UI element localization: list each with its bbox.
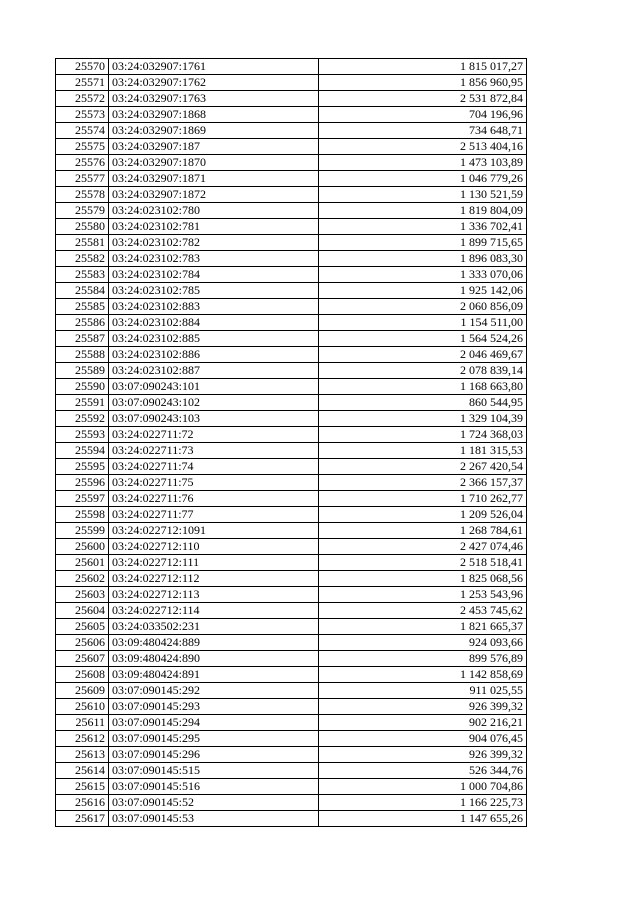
cadastral-value-cell: 1 825 068,56 [319,571,527,587]
cadastral-number-cell: 03:07:090145:295 [109,731,319,747]
row-number-cell: 25594 [56,443,109,459]
row-number-cell: 25613 [56,747,109,763]
cadastral-number-cell: 03:24:023102:785 [109,283,319,299]
row-number-cell: 25598 [56,507,109,523]
cadastral-number-cell: 03:07:090145:52 [109,795,319,811]
table-row [56,347,527,363]
table-row [56,379,527,395]
table-row [56,363,527,379]
table-row [56,411,527,427]
row-number-cell: 25599 [56,523,109,539]
table-row [56,475,527,491]
cadastral-value-cell: 1 896 083,30 [319,251,527,267]
cadastral-value-cell: 704 196,96 [319,107,527,123]
cadastral-value-cell: 911 025,55 [319,683,527,699]
table-row [56,219,527,235]
table-row [56,571,527,587]
table-row [56,635,527,651]
row-number-cell: 25583 [56,267,109,283]
cadastral-value-cell: 1 821 665,37 [319,619,527,635]
cadastral-number-cell: 03:24:022711:73 [109,443,319,459]
table-row [56,683,527,699]
cadastral-value-cell: 526 344,76 [319,763,527,779]
row-number-cell: 25577 [56,171,109,187]
table-row [56,331,527,347]
table-row [56,459,527,475]
cadastral-number-cell: 03:07:090145:294 [109,715,319,731]
row-number-cell: 25589 [56,363,109,379]
row-number-cell: 25570 [56,59,109,75]
row-number-cell: 25584 [56,283,109,299]
cadastral-number-cell: 03:24:023102:886 [109,347,319,363]
row-number-cell: 25578 [56,187,109,203]
table-row [56,523,527,539]
table-row [56,91,527,107]
cadastral-number-cell: 03:07:090145:53 [109,811,319,827]
cadastral-number-cell: 03:24:032907:187 [109,139,319,155]
cadastral-value-cell: 2 518 518,41 [319,555,527,571]
cadastral-number-cell: 03:24:022712:1091 [109,523,319,539]
row-number-cell: 25616 [56,795,109,811]
cadastral-value-cell: 1 333 070,06 [319,267,527,283]
row-number-cell: 25581 [56,235,109,251]
table-row [56,235,527,251]
cadastral-number-cell: 03:24:023102:780 [109,203,319,219]
table-row [56,619,527,635]
row-number-cell: 25595 [56,459,109,475]
cadastral-value-cell: 2 046 469,67 [319,347,527,363]
cadastral-number-cell: 03:24:022712:112 [109,571,319,587]
row-number-cell: 25572 [56,91,109,107]
table-row [56,171,527,187]
cadastral-value-cell: 904 076,45 [319,731,527,747]
table-row [56,811,527,827]
row-number-cell: 25601 [56,555,109,571]
row-number-cell: 25586 [56,315,109,331]
row-number-cell: 25579 [56,203,109,219]
row-number-cell: 25603 [56,587,109,603]
row-number-cell: 25608 [56,667,109,683]
table-row [56,779,527,795]
cadastral-value-cell: 1 166 225,73 [319,795,527,811]
cadastral-value-cell: 1 130 521,59 [319,187,527,203]
cadastral-number-cell: 03:24:023102:885 [109,331,319,347]
cadastral-value-cell: 1 268 784,61 [319,523,527,539]
table-row [56,299,527,315]
cadastral-value-cell: 1 046 779,26 [319,171,527,187]
table-row [56,747,527,763]
cadastral-number-cell: 03:09:480424:889 [109,635,319,651]
row-number-cell: 25574 [56,123,109,139]
table-row [56,107,527,123]
table-body [56,59,527,827]
cadastral-number-cell: 03:24:032907:1869 [109,123,319,139]
cadastral-value-cell: 902 216,21 [319,715,527,731]
cadastral-number-cell: 03:24:023102:783 [109,251,319,267]
table-row [56,731,527,747]
cadastral-value-cell: 2 060 856,09 [319,299,527,315]
cadastral-value-cell: 1 815 017,27 [319,59,527,75]
cadastral-value-cell: 926 399,32 [319,699,527,715]
cadastral-value-cell: 1 142 858,69 [319,667,527,683]
cadastral-number-cell: 03:07:090145:296 [109,747,319,763]
cadastral-value-cell: 1 209 526,04 [319,507,527,523]
row-number-cell: 25614 [56,763,109,779]
row-number-cell: 25600 [56,539,109,555]
row-number-cell: 25596 [56,475,109,491]
cadastral-value-cell: 2 078 839,14 [319,363,527,379]
row-number-cell: 25582 [56,251,109,267]
cadastral-value-cell: 1 819 804,09 [319,203,527,219]
table-row [56,539,527,555]
cadastral-value-cell: 1 724 368,03 [319,427,527,443]
cadastral-value-cell: 899 576,89 [319,651,527,667]
table-row [56,715,527,731]
cadastral-number-cell: 03:24:022711:74 [109,459,319,475]
row-number-cell: 25576 [56,155,109,171]
row-number-cell: 25602 [56,571,109,587]
table-row [56,443,527,459]
table-row [56,795,527,811]
table-row [56,251,527,267]
cadastral-number-cell: 03:24:023102:883 [109,299,319,315]
table-row [56,667,527,683]
row-number-cell: 25605 [56,619,109,635]
cadastral-value-cell: 1 856 960,95 [319,75,527,91]
cadastral-number-cell: 03:24:032907:1762 [109,75,319,91]
row-number-cell: 25604 [56,603,109,619]
row-number-cell: 25593 [56,427,109,443]
row-number-cell: 25587 [56,331,109,347]
row-number-cell: 25609 [56,683,109,699]
cadastral-value-cell: 2 267 420,54 [319,459,527,475]
table-row [56,587,527,603]
row-number-cell: 25607 [56,651,109,667]
cadastral-number-cell: 03:07:090243:101 [109,379,319,395]
cadastral-number-cell: 03:24:023102:782 [109,235,319,251]
cadastral-number-cell: 03:09:480424:891 [109,667,319,683]
cadastral-value-cell: 1 473 103,89 [319,155,527,171]
cadastral-number-cell: 03:07:090243:102 [109,395,319,411]
table-row [56,123,527,139]
row-number-cell: 25597 [56,491,109,507]
cadastral-value-cell: 2 366 157,37 [319,475,527,491]
cadastral-value-cell: 1 564 524,26 [319,331,527,347]
table-row [56,491,527,507]
cadastral-number-cell: 03:24:032907:1870 [109,155,319,171]
cadastral-value-cell: 926 399,32 [319,747,527,763]
cadastral-number-cell: 03:24:022711:75 [109,475,319,491]
table-row [56,763,527,779]
cadastral-value-cell: 1 336 702,41 [319,219,527,235]
cadastral-number-cell: 03:24:032907:1763 [109,91,319,107]
cadastral-value-cell: 1 181 315,53 [319,443,527,459]
cadastral-number-cell: 03:24:022711:76 [109,491,319,507]
table-row [56,187,527,203]
table-row [56,75,527,91]
table-row [56,139,527,155]
row-number-cell: 25575 [56,139,109,155]
cadastral-value-table [55,58,527,827]
cadastral-value-cell: 1 000 704,86 [319,779,527,795]
cadastral-number-cell: 03:24:032907:1871 [109,171,319,187]
cadastral-number-cell: 03:24:032907:1872 [109,187,319,203]
cadastral-number-cell: 03:09:480424:890 [109,651,319,667]
cadastral-value-cell: 2 513 404,16 [319,139,527,155]
table-row [56,283,527,299]
table-row [56,507,527,523]
row-number-cell: 25611 [56,715,109,731]
table-row [56,603,527,619]
row-number-cell: 25615 [56,779,109,795]
cadastral-number-cell: 03:24:032907:1761 [109,59,319,75]
cadastral-number-cell: 03:24:023102:884 [109,315,319,331]
cadastral-value-cell: 860 544,95 [319,395,527,411]
cadastral-value-cell: 1 899 715,65 [319,235,527,251]
cadastral-number-cell: 03:07:090145:293 [109,699,319,715]
row-number-cell: 25610 [56,699,109,715]
cadastral-value-cell: 1 154 511,00 [319,315,527,331]
cadastral-value-cell: 1 253 543,96 [319,587,527,603]
cadastral-value-cell: 1 925 142,06 [319,283,527,299]
cadastral-value-cell: 1 710 262,77 [319,491,527,507]
row-number-cell: 25588 [56,347,109,363]
cadastral-number-cell: 03:07:090145:292 [109,683,319,699]
row-number-cell: 25573 [56,107,109,123]
cadastral-value-cell: 924 093,66 [319,635,527,651]
table-row [56,267,527,283]
cadastral-value-cell: 2 453 745,62 [319,603,527,619]
table-row [56,395,527,411]
row-number-cell: 25585 [56,299,109,315]
cadastral-number-cell: 03:24:022711:72 [109,427,319,443]
table-row [56,203,527,219]
cadastral-number-cell: 03:07:090145:516 [109,779,319,795]
table-row [56,155,527,171]
row-number-cell: 25580 [56,219,109,235]
cadastral-value-cell: 1 329 104,39 [319,411,527,427]
table-row [56,315,527,331]
cadastral-number-cell: 03:24:022712:111 [109,555,319,571]
row-number-cell: 25592 [56,411,109,427]
cadastral-value-cell: 1 147 655,26 [319,811,527,827]
table-row [56,555,527,571]
cadastral-value-cell: 1 168 663,80 [319,379,527,395]
cadastral-value-cell: 2 531 872,84 [319,91,527,107]
cadastral-number-cell: 03:24:022712:113 [109,587,319,603]
row-number-cell: 25606 [56,635,109,651]
cadastral-number-cell: 03:24:023102:781 [109,219,319,235]
row-number-cell: 25612 [56,731,109,747]
table-row [56,59,527,75]
cadastral-number-cell: 03:24:032907:1868 [109,107,319,123]
cadastral-number-cell: 03:07:090243:103 [109,411,319,427]
table-row [56,427,527,443]
cadastral-number-cell: 03:24:023102:784 [109,267,319,283]
row-number-cell: 25617 [56,811,109,827]
table-row [56,699,527,715]
row-number-cell: 25571 [56,75,109,91]
cadastral-value-cell: 734 648,71 [319,123,527,139]
cadastral-number-cell: 03:07:090145:515 [109,763,319,779]
cadastral-number-cell: 03:24:033502:231 [109,619,319,635]
cadastral-number-cell: 03:24:023102:887 [109,363,319,379]
row-number-cell: 25591 [56,395,109,411]
cadastral-number-cell: 03:24:022711:77 [109,507,319,523]
row-number-cell: 25590 [56,379,109,395]
cadastral-value-cell: 2 427 074,46 [319,539,527,555]
cadastral-number-cell: 03:24:022712:110 [109,539,319,555]
table-row [56,651,527,667]
cadastral-number-cell: 03:24:022712:114 [109,603,319,619]
